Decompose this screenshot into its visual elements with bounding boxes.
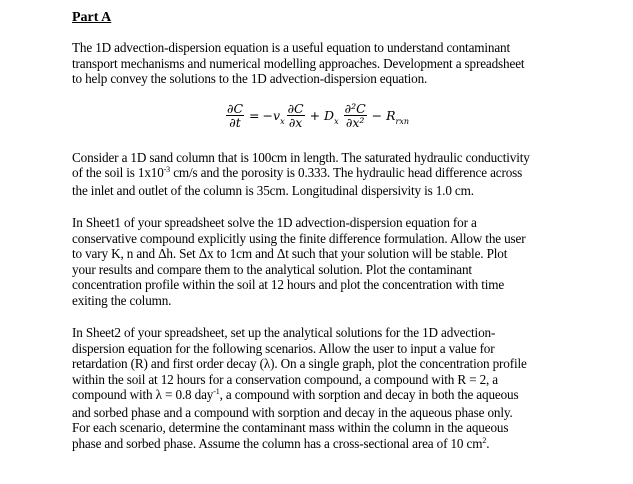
sheet2-line: phase and sorbed phase. Assume the column has a cross-sectional area of 10 $cm^2$. [72,435,490,451]
intro-line: transport mechanisms and numerical modelling approaches. Development a spreadsheet [72,55,525,71]
sheet2-paragraph [72,325,592,453]
column-paragraph [72,150,592,199]
column-line: Consider a 1D sand column that is 100cm in length. The saturated hydraulic conductivity [72,149,530,165]
equals-sign: = [249,107,260,123]
sheet1-line: exiting the column. [72,292,172,308]
sheet2-line: In Sheet2 of your spreadsheet, set up the analytical solutions for the 1D advection- [72,325,496,340]
advection-fraction: $\frac{\partial C}{\partial x}$ [287,100,304,130]
intro-line: The 1D advection-dispersion equation is a useful equation to understand contaminant [72,40,511,55]
intro-paragraph [72,40,592,87]
sheet2-line: compound with λ = 0.8 day$^{-1}$, a compound with sorption and decay in both the aqueous [72,387,519,402]
dispersion-fraction: $\frac{\text{∂²C}}{\text{∂x²}}$ [344,100,366,130]
sheet2-line: retardation (R) and first order decay (λ). On a single graph, plot the concentration profile [72,356,527,371]
reaction-term: − $R_{rxn}$ [371,107,410,126]
sheet1-paragraph [72,215,592,308]
column-line: the inlet and outlet of the column is 35cm. Longitudinal dispersivity is 1.0 cm. [72,182,474,198]
advection-dispersion-equation [72,98,592,144]
sheet2-line: and sorbed phase and a compound with sorption and decay in the aqueous phase only. [72,404,513,420]
sheet2-line: within the soil at 12 hours for a conservation compound, a compound with R = 2, a [72,371,499,387]
dispersion-term: + $D_x$ [309,107,339,126]
sheet2-line: For each scenario, determine the contaminant mass within the column in the aqueous [72,420,509,435]
sheet1-line: your results and compare them to the analytical solution. Plot the contaminant [72,261,472,277]
sheet2-line: dispersion equation for the following scenarios. Allow the user to input a value for [72,340,495,356]
document-page [72,10,592,470]
sheet1-line: conservative compound explicitly using the finite difference formulation. Allow the user [72,230,526,246]
sheet1-line: In Sheet1 of your spreadsheet solve the 1D advection-dispersion equation for a [72,215,477,230]
sheet1-line: concentration profile within the soil at 12 hours and plot the concentration with time [72,277,505,292]
lhs-fraction: $\frac{\partial C}{\partial t}$ [227,100,244,130]
intro-line: to help convey the solutions to the 1D advection-dispersion equation. [72,71,428,86]
sheet1-line: to vary K, n and Δh. Set Δx to 1cm and Δt such that your solution will be stable. Plot [72,246,508,261]
velocity-term: $-v_x$ [262,107,285,126]
section-heading: Part A [72,10,112,25]
column-line: of the soil is $1x10^{-3}$ cm/s and the porosity is 0.333. The hydraulic head difference across [72,165,523,180]
